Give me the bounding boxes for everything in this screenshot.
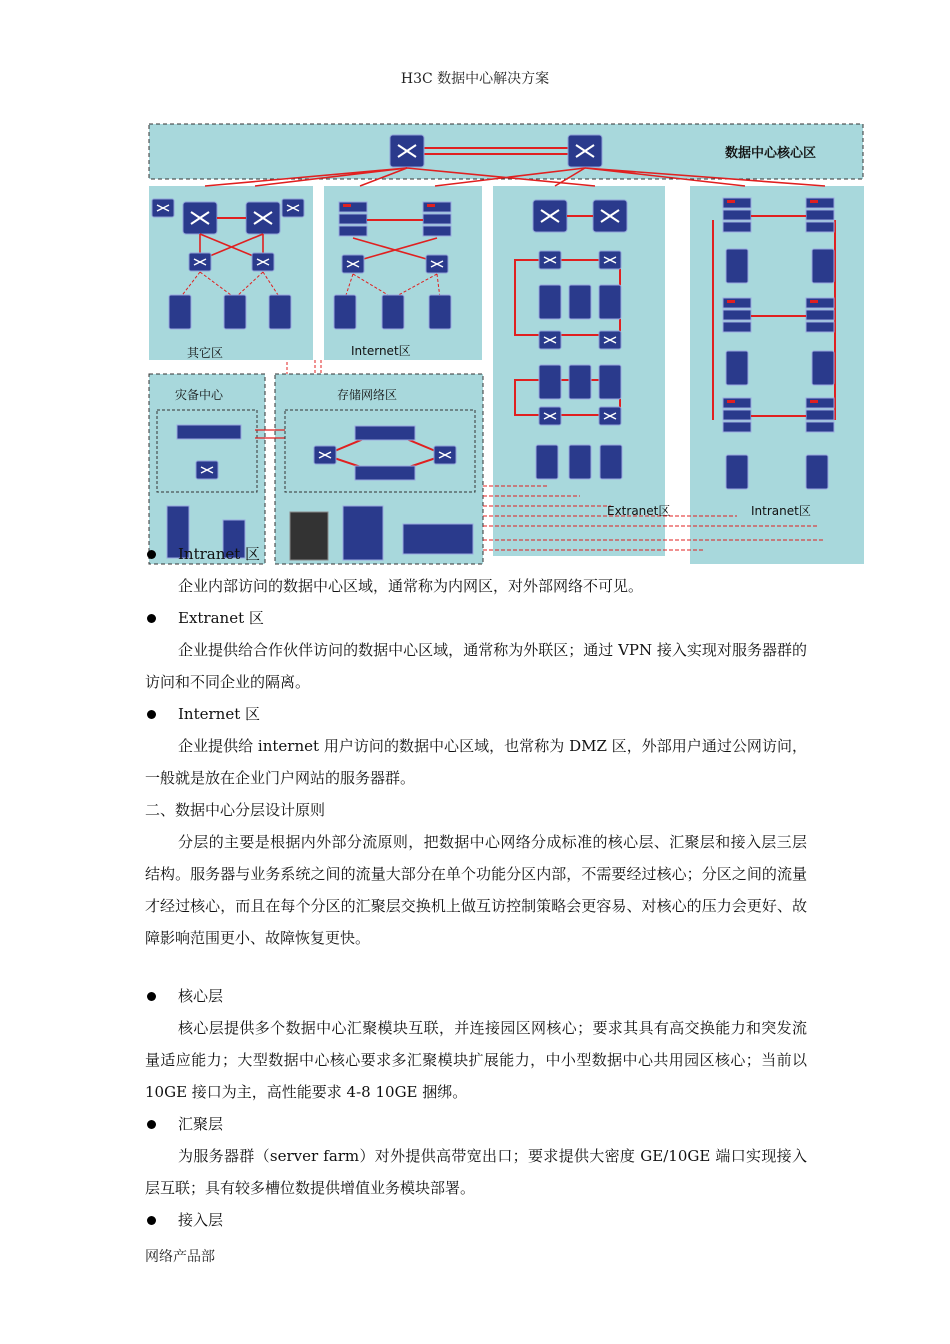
bullet-aggregation-layer: 汇聚层 <box>145 1108 807 1140</box>
bullet-core-layer: 核心层 <box>145 980 807 1012</box>
other-zone-label: 其它区 <box>187 346 224 360</box>
document-body <box>145 538 807 1236</box>
backup-zone-label: 灾备中心 <box>175 388 224 402</box>
spacer <box>145 954 807 980</box>
core-switch-icon <box>568 135 602 167</box>
bullet-access-layer: 接入层 <box>145 1204 807 1236</box>
page-footer: 网络产品部 <box>145 1249 215 1265</box>
section-heading: 二、数据中心分层设计原则 <box>145 801 326 819</box>
datacenter-network-diagram <box>145 120 870 565</box>
paragraph-intranet: 企业内部访问的数据中心区域，通常称为内网区，对外部网络不可见。 <box>178 577 644 595</box>
paragraph-internet: 企业提供给 internet 用户访问的数据中心区域，也常称为 DMZ 区，外部用户通过公网访问，一般就是放在企业门户网站的服务器群。 <box>145 737 807 787</box>
storage-zone-label: 存储网络区 <box>337 388 398 402</box>
network-topology <box>145 120 870 565</box>
page-header: H3C 数据中心解决方案 <box>400 71 550 87</box>
paragraph-extranet: 企业提供给合作伙伴访问的数据中心区域，通常称为外联区；通过 VPN 接入实现对服务器群的访问和不同企业的隔离。 <box>145 641 807 691</box>
bullet-intranet: Intranet 区 <box>145 538 807 570</box>
paragraph-core-layer: 核心层提供多个数据中心汇聚模块互联，并连接园区网核心；要求其具有高交换能力和突发流量适应能力；大型数据中心核心要求多汇聚模块扩展能力，中小型数据中心共用园区核心；当前以 10GE 接口为主，高性能要求 4-8 10GE 捆绑。 <box>145 1019 807 1101</box>
bullet-internet: Internet 区 <box>145 698 807 730</box>
bullet-extranet: Extranet 区 <box>145 602 807 634</box>
paragraph-layering: 分层的主要是根据内外部分流原则，把数据中心网络分成标准的核心层、汇聚层和接入层三层结构。服务器与业务系统之间的流量大部分在单个功能分区内部，不需要经过核心；分区之间的流量才经过核心，而且在每个分区的汇聚层交换机上做互访控制策略会更容易、对核心的压力会更好、故障影响范围更小、故障恢复更快。 <box>145 833 807 947</box>
intranet-zone-label: Intranet区 <box>751 504 811 518</box>
paragraph-aggregation-layer: 为服务器群（server farm）对外提供高带宽出口；要求提供大密度 GE/10GE 端口实现接入层互联；具有较多槽位数提供增值业务模块部署。 <box>145 1147 807 1197</box>
extranet-zone-label: Extranet区 <box>607 504 671 518</box>
core-switch-icon <box>390 135 424 167</box>
core-zone-label: 数据中心核心区 <box>725 146 817 161</box>
internet-zone-label: Internet区 <box>351 344 411 358</box>
